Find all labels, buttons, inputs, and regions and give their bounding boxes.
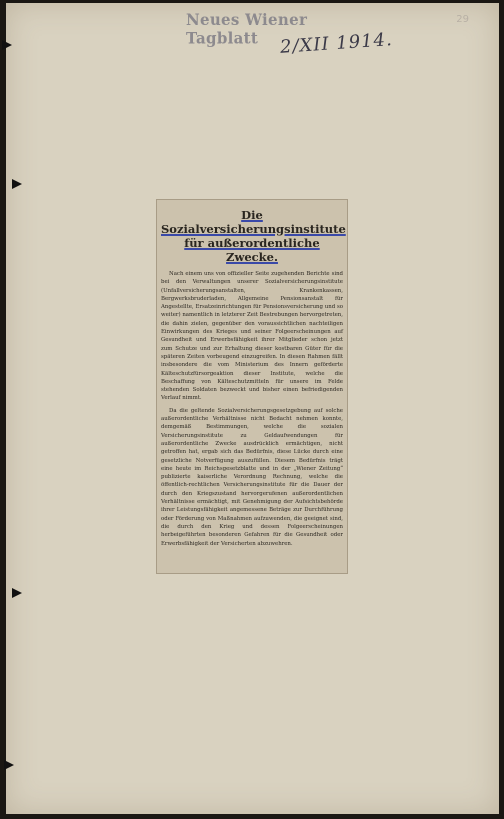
binding-hole-marker xyxy=(12,588,22,598)
corner-mark: 29 xyxy=(456,14,469,25)
article-body xyxy=(161,270,343,548)
article-paragraph: Da die geltende Sozialversicherungsgesetzgebung auf solche außerordentliche Verhältnisse nicht Bedacht nehmen konnte, demgemäß Bestimmungen, welche die sozialen Versicherungsinstitute zu Geldaufwendungen für außerordentliche Zwecke ausdrücklich ermächtigen, nicht getroffen hat, ergab sich das Bedürfnis, diese Lücke durch eine gesetzliche Notverfügung auszufüllen. Diesem Bedürfnis trägt eine heute im Reichsgesetzblatte und in der „Wiener Zeitung“ publizierte kaiserliche Verordnung Rechnung, welche die öffentlich-rechtlichen Versicherungsinstitute für die Dauer der durch den Kriegszustand hervorgerufenen außerordentlichen Verhältnisse ermächtigt, mit Genehmigung der Aufsichtsbehörde ihrer Leistungsfähigkeit angemessene Beträge zur Durchführung oder Förderung von Maßnahmen aufzuwenden, die geeignet sind, die durch den Krieg und dessen Folgeerscheinungen herbeigeführten besonderen Gefahren für die Gesundheit oder Erwerbsfähigkeit der Versicherten abzuwehren. xyxy=(161,407,343,547)
article-title: Die Sozialversicherungsinstitute für außerordentliche Zwecke. xyxy=(161,208,346,264)
newspaper-stamp: Neues Wiener Tagblatt xyxy=(186,10,308,48)
binding-hole-marker xyxy=(2,40,12,50)
binding-hole-marker xyxy=(12,179,22,189)
newspaper-clipping xyxy=(156,199,348,574)
handwritten-date: 2/XII 1914. xyxy=(279,29,394,58)
article-paragraph: Nach einem uns von offizieller Seite zugehenden Berichte sind bei den Verwaltungen unserer Sozialversicherungsinstitute (Unfallversicherungsanstalten, Krankenkassen, Bergwerksbruderladen, Allgemeine Pensionsanstalt für Angestellte, Ersatzeinrichtungen für Pensionsversicherung und so weiter) namentlich in letzterer Zeit Bestrebungen hervorgetreten, die dahin zielen, gegenüber den voraussichtlichen nachteiligen Einwirkungen des Krieges und seiner Folgeerscheinungen auf Gesundheit und Erwerbsfähigkeit ihrer Mitglieder schon jetzt zum Schutze und zur Erhaltung dieser kostbaren Güter für die späteren Zeiten vorbeugend einzugreifen. In diesen Rahmen fällt insbesondere die vom Ministerium des Innern geförderte Kälteschutzfürsorgeaktion dieser Institute, welche die Beschaffung von Kälteschutzmitteln für unsere im Felde stehenden Soldaten bezweckt und bisher einen befriedigenden Verlauf nimmt. xyxy=(161,271,343,402)
archive-sheet xyxy=(6,3,499,814)
binding-hole-marker xyxy=(4,760,14,770)
